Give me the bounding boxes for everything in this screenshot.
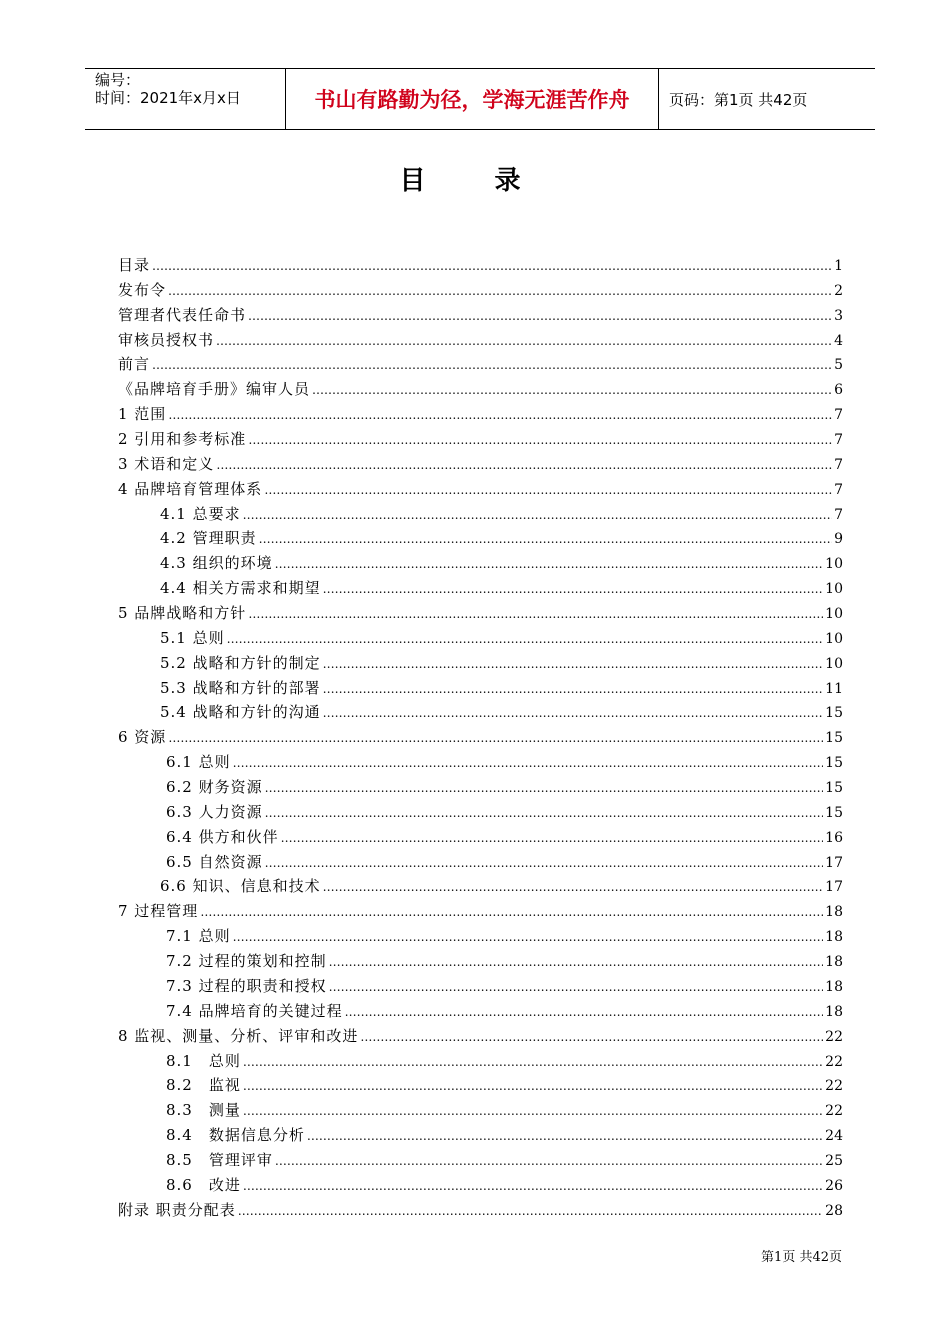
toc-leader-dots (265, 781, 824, 795)
toc-entry-label: 6.1 总则 (166, 753, 231, 772)
header-meta (85, 69, 286, 129)
toc-leader-dots (152, 259, 832, 273)
toc-entry[interactable] (118, 1124, 843, 1149)
toc-entry-page: 9 (834, 531, 843, 548)
toc-leader-dots (168, 408, 832, 422)
toc-entry-label: 7 过程管理 (118, 902, 199, 921)
toc-entry[interactable] (118, 900, 843, 925)
toc-entry[interactable] (118, 527, 843, 552)
toc-leader-dots (345, 1005, 824, 1019)
toc-entry-label: 5 品牌战略和方针 (118, 604, 247, 623)
toc-entry-label: 6.5 自然资源 (166, 852, 263, 871)
header-page-info: 页码：第1页 共42页 (669, 90, 808, 109)
toc-leader-dots (233, 930, 824, 944)
toc-entry-page: 15 (825, 730, 843, 747)
toc-leader-dots (264, 483, 832, 497)
toc-entry-label: 7.1 总则 (166, 927, 231, 946)
toc-entry-page: 22 (825, 1053, 843, 1070)
toc-entry-page: 6 (834, 382, 843, 399)
toc-entry-label: 2 引用和参考标准 (118, 430, 247, 449)
toc-entry-page: 7 (834, 481, 843, 498)
toc-leader-dots (312, 383, 832, 397)
toc-entry[interactable] (118, 378, 843, 403)
toc-leader-dots (329, 955, 824, 969)
toc-leader-dots (323, 657, 824, 671)
toc-entry-page: 7 (834, 506, 843, 523)
toc-entry-label: 4.1 总要求 (160, 504, 241, 523)
toc-leader-dots (243, 1104, 823, 1118)
toc-leader-dots (307, 1129, 823, 1143)
toc-entry-label: 7.4 品牌培育的关键过程 (166, 1001, 343, 1020)
toc-entry-page: 5 (834, 357, 843, 374)
toc-leader-dots (323, 706, 824, 720)
toc-entry-label: 6 资源 (118, 728, 167, 747)
toc-entry-label: 8.4 数据信息分析 (166, 1126, 305, 1145)
toc-leader-dots (281, 831, 824, 845)
toc-entry[interactable] (118, 652, 843, 677)
toc-entry[interactable] (118, 950, 843, 975)
toc-entry[interactable] (118, 826, 843, 851)
number-label: 编号： (95, 71, 141, 89)
toc-entry-label: 前言 (118, 355, 151, 374)
toc-entry[interactable] (118, 1099, 843, 1124)
toc-leader-dots (275, 1154, 823, 1168)
toc-entry-label: 《品牌培育手册》编审人员 (118, 380, 311, 399)
page-footer: 第1页 共42页 (761, 1250, 842, 1265)
toc-entry-page: 22 (825, 1028, 843, 1045)
toc-leader-dots (243, 1055, 823, 1069)
toc-entry-page: 18 (825, 1003, 843, 1020)
toc-leader-dots (238, 1204, 823, 1218)
toc-entry[interactable] (118, 1074, 843, 1099)
toc-entry-label: 管理者代表任命书 (118, 305, 247, 324)
toc-entry-label: 8.5 管理评审 (166, 1150, 273, 1169)
toc-entry-label: 5.3 战略和方针的部署 (160, 678, 321, 697)
toc-leader-dots (200, 905, 823, 919)
toc-entry-page: 2 (834, 282, 843, 299)
toc-leader-dots (243, 508, 832, 522)
toc-leader-dots (168, 284, 832, 298)
toc-entry-label: 5.1 总则 (160, 628, 225, 647)
toc-entry-page: 18 (825, 978, 843, 995)
toc-entry-label: 4.2 管理职责 (160, 529, 257, 548)
toc-leader-dots (216, 458, 832, 472)
toc-entry[interactable] (118, 428, 843, 453)
toc-leader-dots (233, 756, 824, 770)
toc-entry[interactable] (118, 677, 843, 702)
toc-entry-page: 10 (825, 581, 843, 598)
toc-entry-label: 8.6 改进 (166, 1175, 241, 1194)
toc-entry-label: 6.6 知识、信息和技术 (160, 877, 321, 896)
toc-entry-page: 10 (825, 655, 843, 672)
toc-entry-label: 目录 (118, 256, 151, 274)
toc-leader-dots (152, 358, 832, 372)
toc-leader-dots (248, 607, 823, 621)
table-of-contents (118, 254, 843, 1224)
toc-leader-dots (265, 856, 824, 870)
toc-entry-label: 7.3 过程的职责和授权 (166, 976, 327, 995)
toc-entry-page: 15 (825, 780, 843, 797)
toc-entry-page: 26 (825, 1177, 843, 1194)
toc-entry[interactable] (118, 751, 843, 776)
toc-entry-page: 17 (825, 879, 843, 896)
toc-entry-page: 7 (834, 456, 843, 473)
toc-entry-page: 10 (825, 556, 843, 573)
toc-entry-page: 25 (825, 1152, 843, 1169)
toc-entry-label: 7.2 过程的策划和控制 (166, 952, 327, 971)
toc-entry-label: 8.2 监视 (166, 1076, 241, 1095)
toc-leader-dots (248, 309, 832, 323)
toc-entry[interactable] (118, 975, 843, 1000)
toc-entry-page: 10 (825, 606, 843, 623)
toc-entry[interactable] (118, 602, 843, 627)
toc-entry[interactable] (118, 1174, 843, 1199)
toc-entry-page: 22 (825, 1103, 843, 1120)
toc-entry-page: 28 (825, 1202, 843, 1219)
toc-leader-dots (168, 731, 823, 745)
toc-leader-dots (243, 1179, 823, 1193)
toc-leader-dots (275, 557, 824, 571)
toc-entry-page: 16 (825, 829, 843, 846)
toc-entry-label: 发布令 (118, 280, 167, 299)
toc-entry[interactable] (118, 453, 843, 478)
toc-leader-dots (227, 632, 824, 646)
toc-leader-dots (360, 1030, 823, 1044)
toc-entry-label: 审核员授权书 (118, 330, 215, 349)
toc-entry-page: 7 (834, 432, 843, 449)
toc-entry-page: 15 (825, 705, 843, 722)
toc-entry-page: 7 (834, 407, 843, 424)
toc-entry-page: 18 (825, 904, 843, 921)
time-label: 时间：2021年x月x日 (95, 89, 241, 107)
toc-entry-page: 11 (825, 680, 843, 697)
toc-entry-label: 8 监视、测量、分析、评审和改进 (118, 1026, 359, 1045)
toc-entry[interactable] (118, 1199, 843, 1224)
toc-entry[interactable] (118, 925, 843, 950)
toc-entry[interactable] (118, 552, 843, 577)
toc-entry-page: 17 (825, 854, 843, 871)
toc-entry-label: 8.1 总则 (166, 1051, 241, 1070)
toc-entry[interactable] (118, 776, 843, 801)
toc-entry-label: 4.4 相关方需求和期望 (160, 579, 321, 598)
toc-leader-dots (323, 682, 824, 696)
toc-entry[interactable] (118, 1050, 843, 1075)
toc-entry-label: 5.2 战略和方针的制定 (160, 653, 321, 672)
toc-entry-label: 6.2 财务资源 (166, 778, 263, 797)
toc-entry-label: 3 术语和定义 (118, 454, 215, 473)
toc-entry[interactable] (118, 1025, 843, 1050)
toc-entry[interactable] (118, 403, 843, 428)
toc-entry-page: 15 (825, 804, 843, 821)
toc-entry-page: 24 (825, 1128, 843, 1145)
toc-entry[interactable] (118, 801, 843, 826)
toc-entry[interactable] (118, 627, 843, 652)
toc-entry-label: 5.4 战略和方针的沟通 (160, 703, 321, 722)
header-motto: 书山有路勤为径，学海无涯苦作舟 (286, 69, 659, 129)
toc-entry[interactable] (118, 254, 843, 279)
toc-leader-dots (265, 806, 824, 820)
toc-entry-page: 10 (825, 630, 843, 647)
toc-entry-label: 6.4 供方和伙伴 (166, 827, 279, 846)
toc-entry-page: 15 (825, 755, 843, 772)
toc-entry[interactable] (118, 329, 843, 354)
toc-leader-dots (323, 582, 824, 596)
toc-entry-label: 6.3 人力资源 (166, 802, 263, 821)
toc-entry[interactable] (118, 1149, 843, 1174)
toc-entry-page: 1 (834, 258, 843, 274)
toc-entry[interactable] (118, 875, 843, 900)
toc-leader-dots (329, 980, 824, 994)
toc-leader-dots (259, 532, 832, 546)
toc-entry-page: 4 (834, 332, 843, 349)
toc-entry[interactable] (118, 1000, 843, 1025)
toc-entry-label: 1 范围 (118, 405, 167, 424)
toc-entry[interactable] (118, 304, 843, 329)
toc-leader-dots (243, 1079, 823, 1093)
toc-entry-page: 22 (825, 1078, 843, 1095)
toc-entry[interactable] (118, 701, 843, 726)
toc-entry-page: 3 (834, 307, 843, 324)
toc-leader-dots (323, 880, 824, 894)
toc-entry-page: 18 (825, 954, 843, 971)
toc-entry[interactable] (118, 503, 843, 528)
toc-entry-label: 8.3 测量 (166, 1101, 241, 1120)
toc-entry[interactable] (118, 353, 843, 378)
toc-entry-label: 4.3 组织的环境 (160, 554, 273, 573)
page-header (85, 68, 875, 130)
page-title: 目 录 (399, 166, 551, 196)
toc-leader-dots (216, 334, 832, 348)
toc-entry[interactable] (118, 478, 843, 503)
toc-leader-dots (248, 433, 832, 447)
toc-entry[interactable] (118, 279, 843, 304)
toc-entry-page: 18 (825, 929, 843, 946)
toc-entry[interactable] (118, 851, 843, 876)
toc-entry-label: 4 品牌培育管理体系 (118, 479, 263, 498)
toc-entry[interactable] (118, 726, 843, 751)
toc-entry-label: 附录 职责分配表 (118, 1200, 236, 1219)
toc-entry[interactable] (118, 577, 843, 602)
